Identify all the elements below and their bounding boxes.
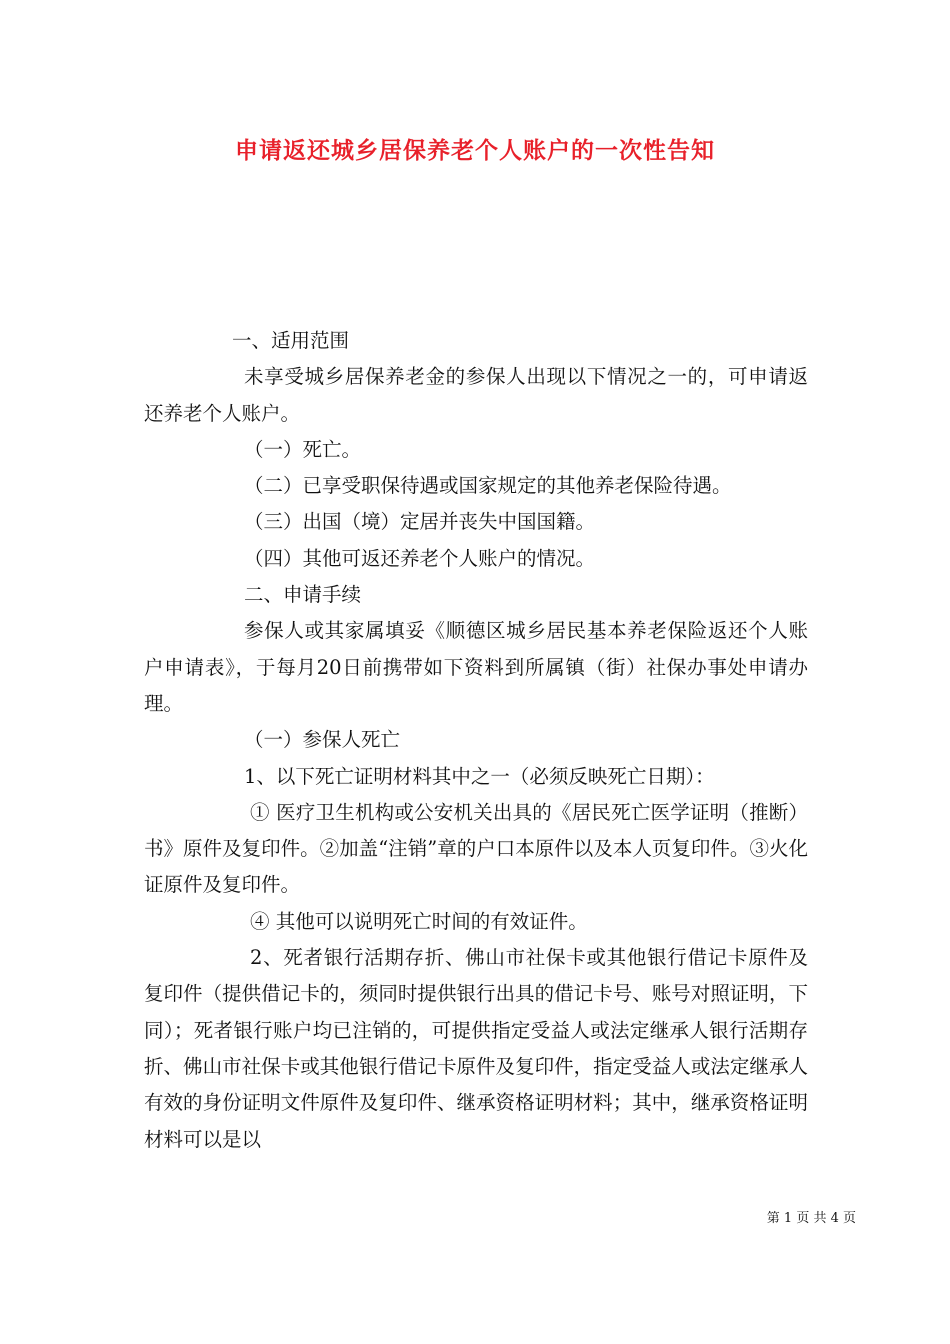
subsection-heading-death: （一）参保人死亡 — [244, 728, 401, 752]
paragraph-scope-intro: 未享受城乡居保养老金的参保人出现以下情况之一的，可申请返还养老个人账户。 — [144, 365, 808, 425]
list-item-death: （一）死亡。 — [244, 437, 362, 461]
list-item-other: （四）其他可返还养老个人账户的情况。 — [244, 546, 596, 570]
section-heading-procedure: 二、申请手续 — [244, 583, 362, 607]
page-footer: 第 1 页 共 4 页 — [766, 1211, 856, 1226]
paragraph-death-proof: 1、以下死亡证明材料其中之一（必须反映死亡日期）： — [244, 764, 715, 788]
document-title: 申请返还城乡居保养老个人账户的一次性告知 — [235, 137, 715, 164]
paragraph-bank-account: 2、死者银行活期存折、佛山市社保卡或其他银行借记卡原件及复印件（提供借记卡的，须同时提供银行出具的借记卡号、账号对照证明，下同）；死者银行账户均已注销的，可提供指定受益人或法定继承人银行活期存折、佛山市社保卡或其他银行借记卡原件及复印件，指定受益人或法定继承人有效的身份证明文件原件及复印件、继承资格证明材料；其中，继承资格证明材料可以是以 — [144, 946, 808, 1151]
paragraph-death-proof-other: ④ 其他可以说明死亡时间的有效证件。 — [250, 909, 588, 933]
section-heading-scope: 一、适用范围 — [232, 329, 350, 352]
list-item-emigration: （三）出国（境）定居并丧失中国国籍。 — [244, 510, 596, 534]
paragraph-death-proof-items: ① 医疗卫生机构或公安机关出具的《居民死亡医学证明（推断）书》原件及复印件。②加盖“注销”章的户口本原件以及本人页复印件。③火化证原件及复印件。 — [144, 800, 808, 897]
list-item-pension: （二）已享受职保待遇或国家规定的其他养老保险待遇。 — [244, 474, 732, 498]
document-body — [144, 323, 808, 1158]
paragraph-procedure: 参保人或其家属填妥《顺德区城乡居民基本养老保险返还个人账户申请表》，于每月20日前携带如下资料到所属镇（街）社保办事处申请办理。 — [144, 619, 808, 715]
